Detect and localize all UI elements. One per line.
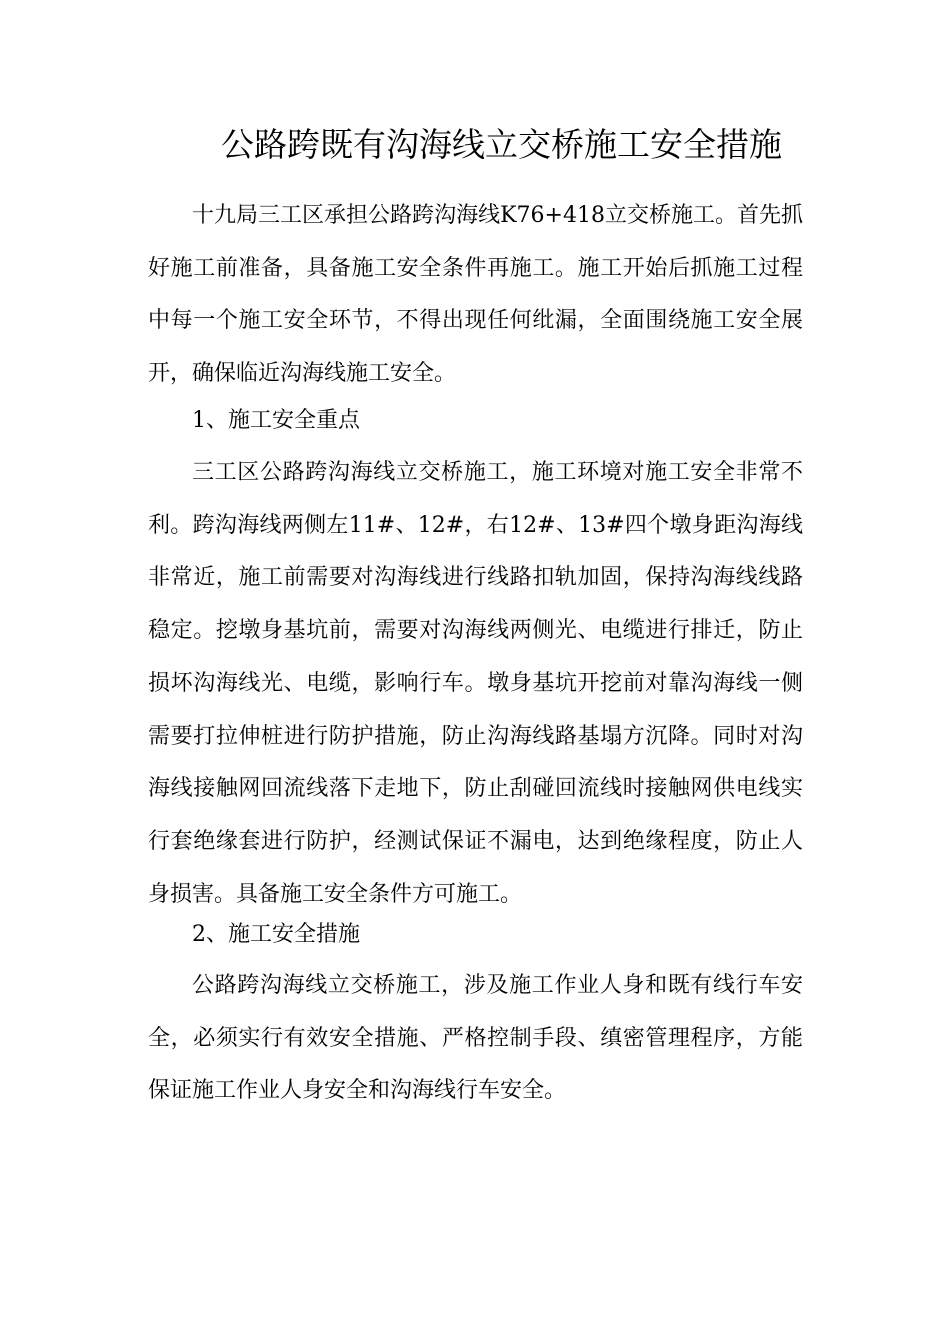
section-1-heading: 1、施工安全重点 — [192, 408, 360, 433]
document-title: 公路跨既有沟海线立交桥施工安全措施 — [221, 125, 782, 164]
intro-paragraph: 十九局三工区承担公路跨沟海线K76+418立交桥施工。首先抓好施工前准备，具备施工安全条件再施工。施工开始后抓施工过程中每一个施工安全环节，不得出现任何纰漏，全面围绕施工安全展开，确保临近沟海线施工安全。 — [148, 203, 803, 387]
section-1-paragraph: 三工区公路跨沟海线立交桥施工，施工环境对施工安全非常不利。跨沟海线两侧左11#、12#，右12#、13#四个墩身距沟海线非常近，施工前需要对沟海线进行线路扣轨加固，保持沟海线线路稳定。挖墩身基坑前，需要对沟海线两侧光、电缆进行排迁，防止损坏沟海线光、电缆，影响行车。墩身基坑开挖前对靠沟海线一侧需要打拉伸桩进行防护措施，防止沟海线路基塌方沉降。同时对沟海线接触网回流线落下走地下，防止刮碰回流线时接触网供电线实行套绝缘套进行防护，经测试保证不漏电，达到绝缘程度，防止人身损害。具备施工安全条件方可施工。 — [148, 460, 803, 907]
section-2-heading: 2、施工安全措施 — [192, 922, 360, 947]
section-2-paragraph: 公路跨沟海线立交桥施工，涉及施工作业人身和既有线行车安全，必须实行有效安全措施、严格控制手段、缜密管理程序，方能保证施工作业人身安全和沟海线行车安全。 — [148, 973, 803, 1104]
